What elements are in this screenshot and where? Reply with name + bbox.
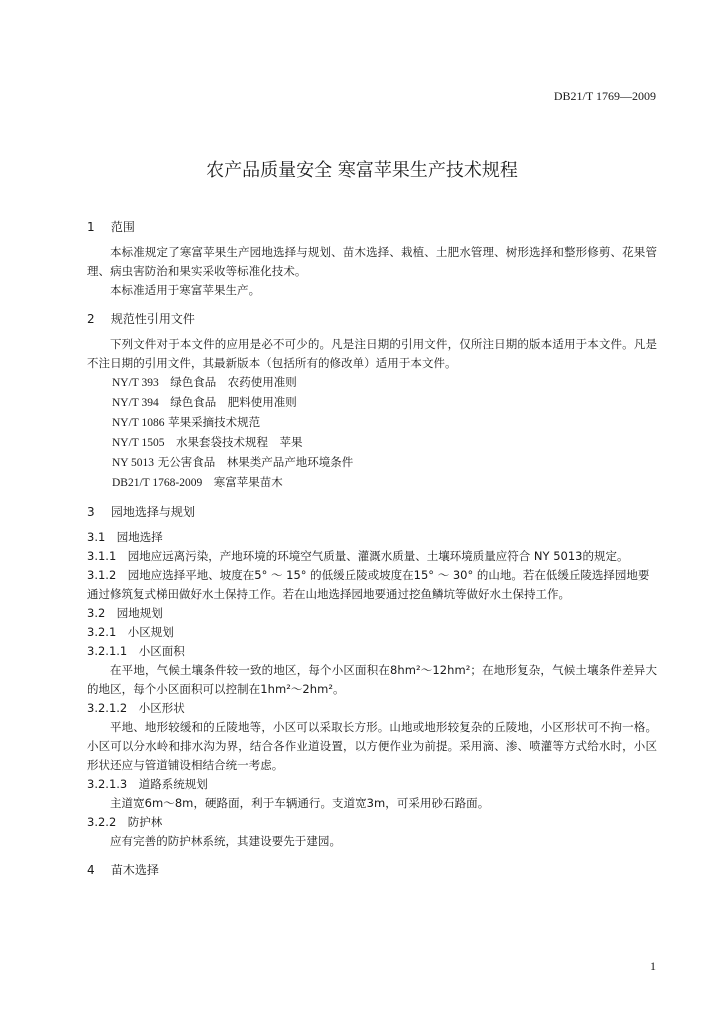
standard-code-header: DB21/T 1769—2009	[553, 89, 656, 103]
clause-heading: 3.2.1.1 小区面积	[87, 644, 185, 658]
section-3-heading	[87, 503, 657, 522]
paragraph: 平地、地形较缓和的丘陵地等，小区可以采取长方形。山地或地形较复杂的丘陵地，小区形状可不拘一格。小区可以分水岭和排水沟为界，结合各作业道设置，以方便作业为前提。采用滴、渗、喷灌等方式给水时，小区形状还应与管道铺设相结合统一考虑。	[87, 720, 657, 772]
paragraph: 本标准适用于寒富苹果生产。	[110, 283, 261, 297]
paragraph: 下列文件对于本文件的应用是必不可少的。凡是注日期的引用文件，仅所注日期的版本适用于本文件。凡是不注日期的引用文件，其最新版本（包括所有的修改单）适用于本文件。	[87, 337, 657, 370]
subsection-heading: 3.2 园地规划	[87, 606, 163, 620]
reference-item	[87, 373, 657, 393]
section-number: 1	[87, 220, 95, 234]
section-number: 4	[87, 863, 95, 877]
paragraph: 应有完善的防护林系统，其建设要先于建园。	[110, 834, 341, 848]
reference-item	[87, 413, 657, 433]
reference-item	[87, 453, 657, 473]
reference-code: NY/T 393	[112, 377, 159, 389]
subsection-heading: 3.1 园地选择	[87, 530, 163, 544]
reference-name: 无公害食品 林果类产品产地环境条件	[157, 455, 354, 469]
clause-heading: 3.2.1 小区规划	[87, 625, 174, 639]
section-title: 范围	[110, 220, 135, 234]
reference-name: 苹果采摘技术规范	[168, 415, 261, 429]
reference-item	[87, 433, 657, 453]
paragraph: 主道宽6m～8m，硬路面，利于车辆通行。支道宽3m，可采用砂石路面。	[110, 796, 490, 810]
section-title: 苗木选择	[110, 863, 159, 877]
reference-code: DB21/T 1768-2009	[112, 477, 203, 489]
reference-name: 水果套袋技术规程 苹果	[176, 435, 303, 449]
reference-name: 绿色食品 农药使用准则	[170, 375, 297, 389]
clause-heading: 3.2.1.3 道路系统规划	[87, 777, 208, 791]
document-title: 农产品质量安全 寒富苹果生产技术规程	[206, 160, 518, 181]
reference-code: NY/T 1505	[112, 437, 165, 449]
section-2-heading	[87, 310, 657, 329]
clause-heading: 3.2.2 防护林	[87, 815, 163, 829]
reference-name: 寒富苹果苗木	[213, 475, 283, 489]
reference-item	[87, 393, 657, 413]
section-number: 3	[87, 505, 95, 519]
clause-text: 3.1.1 园地应远离污染，产地环境的环境空气质量、灌溉水质量、土壤环境质量应符合 NY 5013的规定。	[87, 549, 629, 563]
section-title: 园地选择与规划	[110, 505, 195, 519]
reference-code: NY/T 394	[112, 397, 159, 409]
paragraph: 本标准规定了寒富苹果生产园地选择与规划、苗木选择、栽植、土肥水管理、树形选择和整形修剪、花果管理、病虫害防治和果实采收等标准化技术。	[87, 245, 657, 278]
reference-code: NY/T 1086	[112, 417, 165, 429]
reference-name: 绿色食品 肥料使用准则	[170, 395, 297, 409]
clause-heading: 3.2.1.2 小区形状	[87, 701, 185, 715]
section-4-heading	[87, 861, 657, 880]
section-1-heading	[87, 218, 657, 237]
page-number: 1	[650, 959, 656, 973]
section-number: 2	[87, 312, 95, 326]
clause-text: 3.1.2 园地应选择平地、坡度在5° ～ 15° 的低缓丘陵或坡度在15° ～ 30° 的山地。若在低缓丘陵选择园地要通过修筑复式梯田做好水土保持工作。若在山地选择园地要通过挖鱼鳞坑等做好水土保持工作。	[87, 568, 650, 601]
document-body	[87, 218, 657, 886]
section-title: 规范性引用文件	[110, 312, 195, 326]
reference-code: NY 5013	[112, 457, 155, 469]
paragraph: 在平地，气候土壤条件较一致的地区，每个小区面积在8hm²～12hm²；在地形复杂，气候土壤条件差异大的地区，每个小区面积可以控制在1hm²～2hm²。	[87, 663, 657, 696]
reference-item	[87, 473, 657, 493]
